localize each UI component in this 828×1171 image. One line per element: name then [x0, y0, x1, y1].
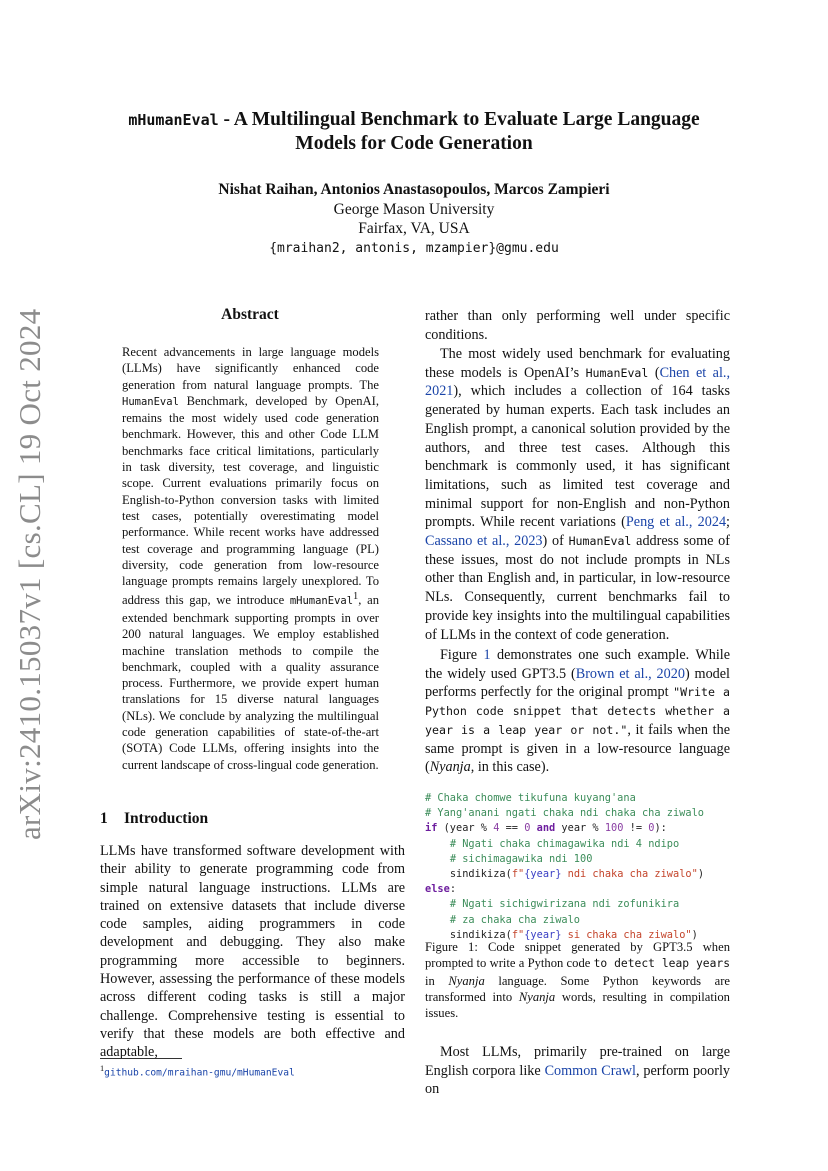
figure-reference[interactable]: 1	[483, 647, 491, 663]
title-benchmark-name: mHumanEval	[128, 111, 219, 129]
right-column-paragraph-1: The most widely used benchmark for evaluating these models is OpenAI’s HumanEval (Chen et al., 2021), which includes a collection of 164 tasks generated by human experts. Each task includes an English prompt, a canonical solution provided by the authors, and three test cases. Although this benchmark is commonly used, it has significant limitations, such as limited test coverage and minimal support for non-English and non-Python prompts. While recent variations (Peng et al., 2024; Cassano et al., 2023) of HumanEval address some of these issues, most do not include prompts in NLs other than English and, in particular, in low-resource NLs. Consequently, current benchmarks fail to provide key insights into the multilingual capabilities of LLMs in the context of code generation.	[425, 346, 730, 643]
abstract-text: Recent advancements in large language models (LLMs) have significantly enhanced code generation from natural language prompts. The HumanEval Benchmark, developed by OpenAI, remains the most widely used code generation benchmark. However, this and other Code LLM benchmarks face critical limitations, particularly in task diversity, test coverage, and linguistic scope. Current evaluations primarily focus on English-to-Python conversion tasks with limited test cases, potentially overestimating model performance. While recent works have addressed test coverage and programming language (PL) diversity, code generation from low-resource language prompts remains largely unexplored. To address this gap, we introduce mHumanEval$^1$, an extended benchmark supporting prompts in over 200 natural languages. We employ established machine translation methods to compile the benchmark, coupled with a quality assurance process. Furthermore, we provide expert human translations for 15 diverse natural languages (NLs). We conclude by analyzing the multilingual code generation capabilities of state-of-the-art (SOTA) Code LLMs, offering insights into the current landscape of cross-lingual code generation.	[122, 345, 379, 772]
abstract-heading: Abstract	[221, 306, 279, 323]
figure-1-caption: Figure 1: Code snippet generated by GPT3.5 when prompted to write a Python code to detect leap years in Nyanja language. Some Python keywords are transformed into Nyanja words, resulting in compilation issues.	[425, 940, 730, 1021]
title-line2: Models for Code Generation	[295, 133, 533, 154]
introduction-text: LLMs have transformed software development with their ability to generate programming code from simple natural language instructions. LLMs are trained on extensive datasets that include diverse code samples, aiding programmers in code development and debugging. They also make programming more accessible to beginners. However, assessing the performance of these models across different coding tasks is still a major challenge. Comprehensive testing is essential to verify that these models are both effective and adaptable,	[100, 843, 405, 1061]
footnote	[100, 1064, 295, 1078]
citation-chen-2021[interactable]: Chen et al., 2021	[425, 364, 730, 400]
footnote-github-link[interactable]: github.com/mraihan-gmu/mHumanEval	[104, 1067, 295, 1079]
mhumaneval-mono: mHumanEval	[289, 595, 354, 608]
author-location: Fairfax, VA, USA	[358, 220, 470, 237]
author-names: Nishat Raihan, Antonios Anastasopoulos, Marcos Zampieri	[218, 181, 610, 198]
author-affiliation: George Mason University	[333, 200, 495, 218]
footnote-divider	[100, 1058, 182, 1059]
code-snippet-figure: # Chaka chomwe tikufuna kuyang'ana # Yang'anani ngati chaka ndi chaka cha ziwalo if (year % 4 == 0 and year % 100 != 0): # Ngati chaka chimagawika ndi 4 ndipo # sichimagawika ndi 100 sindikiza(f"{year} ndi chaka cha ziwalo") else: # Ngati sichigwirizana ndi zofunikira # za chaka cha ziwalo sindikiza(f"{year} si chaka cha ziwalo")	[425, 792, 705, 941]
citation-brown-2020[interactable]: Brown et al., 2020	[575, 665, 685, 682]
humaneval-mono: HumanEval	[122, 395, 179, 408]
common-crawl-link[interactable]: Common Crawl	[544, 1062, 636, 1079]
section-heading-introduction: 1 Introduction	[100, 810, 209, 827]
citation-cassano-2023[interactable]: Cassano et al., 2023	[425, 533, 543, 550]
right-column-paragraph-3: Most LLMs, primarily pre-trained on large English corpora like Common Crawl, perform poorly on	[425, 1044, 730, 1098]
title-line1-rest: - A Multilingual Benchmark to Evaluate Large Language	[218, 109, 700, 130]
footnote-marker[interactable]: 1	[353, 591, 359, 603]
right-column-paragraph-0: rather than only performing well under specific conditions.	[425, 308, 730, 343]
citation-peng-2024[interactable]: Peng et al., 2024	[625, 514, 727, 531]
arxiv-identifier-stamp: arXiv:2410.15037v1 [cs.CL] 19 Oct 2024	[12, 308, 47, 840]
author-block	[100, 180, 728, 258]
section-number: 1	[100, 810, 108, 827]
footnote-number: 1	[100, 1064, 105, 1073]
author-email: {mraihan2, antonis, mzampier}@gmu.edu	[269, 240, 559, 256]
right-column-paragraph-2: Figure 1 demonstrates one such example. While the widely used GPT3.5 (Brown et al., 2020) model performs perfectly for the original prompt "Write a Python code snippet that detects whether a year is a leap year or not.", it fails when the same prompt is given in a low-resource language (Nyanja, in this case).	[425, 647, 731, 776]
paper-title	[100, 108, 728, 156]
